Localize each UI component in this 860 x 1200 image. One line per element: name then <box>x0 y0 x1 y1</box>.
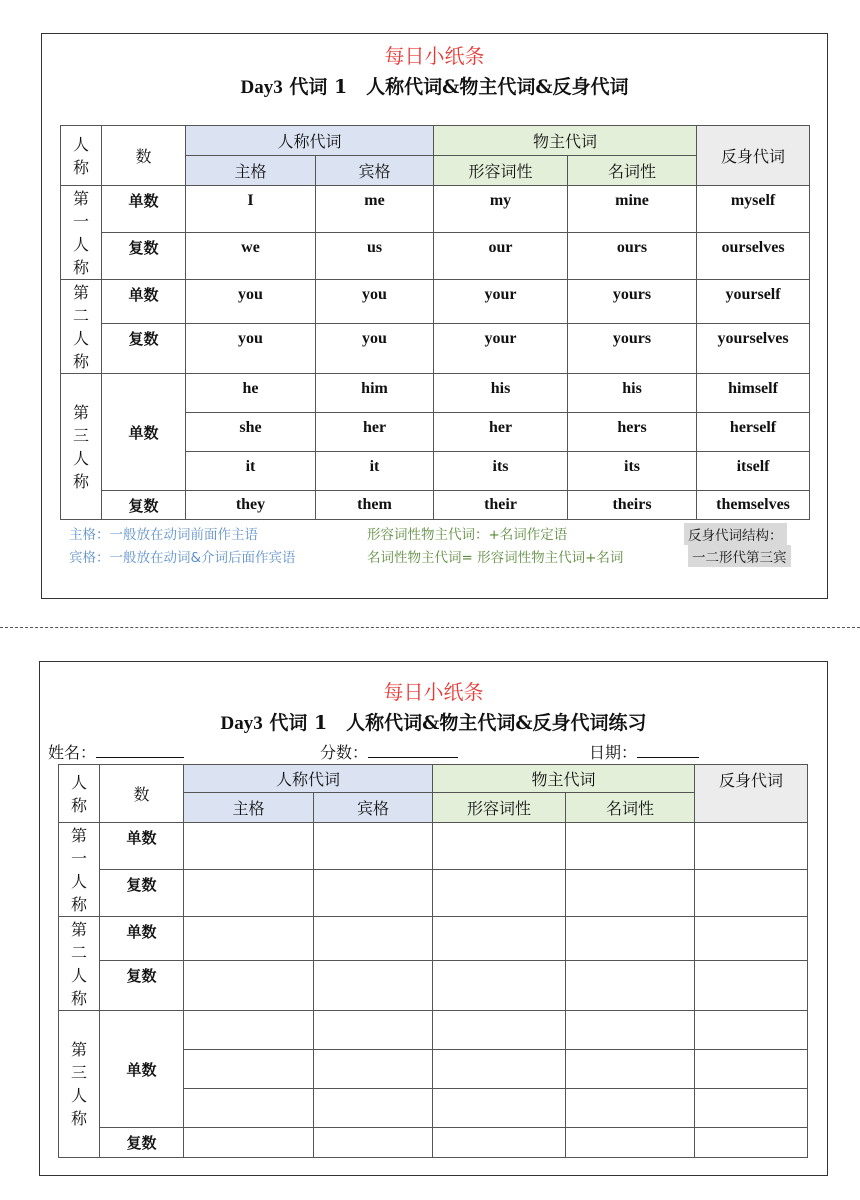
answer-cell[interactable] <box>433 870 566 917</box>
header-possessive: 物主代词 <box>434 126 697 156</box>
answer-cell[interactable] <box>695 961 808 1011</box>
answer-cell[interactable] <box>695 1128 808 1158</box>
cell: their <box>434 491 568 520</box>
answer-cell[interactable] <box>566 870 695 917</box>
cell: yourselves <box>697 324 810 374</box>
answer-cell[interactable] <box>433 1011 566 1050</box>
sheet-title-red: 每日小纸条 <box>384 44 485 68</box>
cell: hers <box>568 413 697 452</box>
answer-cell[interactable] <box>433 1089 566 1128</box>
answer-sheet <box>41 33 828 599</box>
number-singular: 单数 <box>100 823 184 870</box>
answer-cell[interactable] <box>433 917 566 961</box>
answer-cell[interactable] <box>695 1011 808 1050</box>
cell: she <box>186 413 316 452</box>
answer-cell[interactable] <box>184 1050 314 1089</box>
score-label: 分数： <box>320 743 369 762</box>
answer-cell[interactable] <box>184 823 314 870</box>
cell: we <box>186 233 316 280</box>
group-second-person: 第二人称 <box>61 280 102 374</box>
header-object: 宾格 <box>316 156 434 186</box>
group-third-person: 第三人称 <box>59 1011 100 1158</box>
title-text: 代词 1 人称代词&物主代词&反身代词 <box>289 76 629 98</box>
cell: ours <box>568 233 697 280</box>
cell: it <box>316 452 434 491</box>
header-possessive: 物主代词 <box>433 765 695 793</box>
cell: him <box>316 374 434 413</box>
answer-cell[interactable] <box>314 1011 433 1050</box>
answer-cell[interactable] <box>184 917 314 961</box>
header-personal: 人称代词 <box>186 126 434 156</box>
title-day: Day3 <box>220 713 263 734</box>
date-blank[interactable] <box>637 741 699 758</box>
group-third-person: 第三人称 <box>61 374 102 520</box>
cell: my <box>434 186 568 233</box>
answer-cell[interactable] <box>184 1128 314 1158</box>
answer-cell[interactable] <box>314 917 433 961</box>
cell: your <box>434 280 568 324</box>
number-plural: 复数 <box>102 324 186 374</box>
header-adjective: 形容词性 <box>434 156 568 186</box>
sheet-title-main <box>42 72 827 99</box>
name-blank[interactable] <box>96 741 184 758</box>
cell: yours <box>568 280 697 324</box>
cell: you <box>316 324 434 374</box>
pronoun-table <box>60 125 810 520</box>
number-singular: 单数 <box>102 280 186 324</box>
header-subject: 主格 <box>186 156 316 186</box>
cell: us <box>316 233 434 280</box>
answer-cell[interactable] <box>184 870 314 917</box>
cell: her <box>434 413 568 452</box>
answer-cell[interactable] <box>695 917 808 961</box>
answer-cell[interactable] <box>566 1011 695 1050</box>
cell: it <box>186 452 316 491</box>
number-plural: 复数 <box>102 491 186 520</box>
cell: our <box>434 233 568 280</box>
score-field[interactable] <box>320 740 458 763</box>
practice-table <box>58 764 808 1158</box>
answer-cell[interactable] <box>695 1050 808 1089</box>
score-blank[interactable] <box>368 741 458 758</box>
header-person: 人称 <box>59 765 100 823</box>
header-adjective: 形容词性 <box>433 793 566 823</box>
cell: I <box>186 186 316 233</box>
note-object: 宾格：一般放在动词&介词后面作宾语 <box>69 550 296 566</box>
cell: me <box>316 186 434 233</box>
answer-cell[interactable] <box>184 1011 314 1050</box>
cell: you <box>186 280 316 324</box>
header-reflexive: 反身代词 <box>697 126 810 186</box>
answer-cell[interactable] <box>566 1128 695 1158</box>
note-reflexive-rule: 一二形代第三宾 <box>688 545 791 567</box>
cell: yourself <box>697 280 810 324</box>
date-field[interactable] <box>589 740 699 763</box>
answer-cell[interactable] <box>566 823 695 870</box>
answer-cell[interactable] <box>695 870 808 917</box>
sheet-title-red: 每日小纸条 <box>383 680 484 704</box>
number-singular: 单数 <box>100 1011 184 1128</box>
practice-sheet <box>39 661 828 1176</box>
group-first-person: 第一人称 <box>61 186 102 280</box>
title-text: 代词 1 人称代词&物主代词&反身代词练习 <box>269 712 647 734</box>
answer-cell[interactable] <box>695 823 808 870</box>
answer-cell[interactable] <box>314 1089 433 1128</box>
number-singular: 单数 <box>100 917 184 961</box>
answer-cell[interactable] <box>566 1089 695 1128</box>
header-person: 人称 <box>61 126 102 186</box>
answer-cell[interactable] <box>314 961 433 1011</box>
cell: its <box>434 452 568 491</box>
note-subject: 主格：一般放在动词前面作主语 <box>69 527 258 543</box>
sheet-title-main <box>40 708 827 735</box>
cell: theirs <box>568 491 697 520</box>
answer-cell[interactable] <box>566 917 695 961</box>
cell: mine <box>568 186 697 233</box>
cell: itself <box>697 452 810 491</box>
cell: himself <box>697 374 810 413</box>
title-day: Day3 <box>240 77 283 98</box>
cell: they <box>186 491 316 520</box>
cell: her <box>316 413 434 452</box>
answer-cell[interactable] <box>184 961 314 1011</box>
answer-cell[interactable] <box>314 1050 433 1089</box>
number-singular: 单数 <box>102 186 186 233</box>
cell: themselves <box>697 491 810 520</box>
number-plural: 复数 <box>102 233 186 280</box>
number-singular: 单数 <box>102 374 186 491</box>
answer-cell[interactable] <box>566 961 695 1011</box>
answer-cell[interactable] <box>314 823 433 870</box>
number-plural: 复数 <box>100 961 184 1011</box>
cell: them <box>316 491 434 520</box>
cell: you <box>186 324 316 374</box>
answer-cell[interactable] <box>433 1128 566 1158</box>
answer-cell[interactable] <box>314 1128 433 1158</box>
cell: herself <box>697 413 810 452</box>
header-noun: 名词性 <box>566 793 695 823</box>
number-plural: 复数 <box>100 870 184 917</box>
group-second-person: 第二人称 <box>59 917 100 1011</box>
cut-line <box>0 627 860 628</box>
group-first-person: 第一人称 <box>59 823 100 917</box>
answer-cell[interactable] <box>433 961 566 1011</box>
answer-cell[interactable] <box>566 1050 695 1089</box>
answer-cell[interactable] <box>433 823 566 870</box>
note-noun: 名词性物主代词= 形容词性物主代词+名词 <box>367 550 624 566</box>
header-number: 数 <box>100 765 184 823</box>
name-field[interactable] <box>48 740 184 763</box>
cell: you <box>316 280 434 324</box>
cell: he <box>186 374 316 413</box>
name-label: 姓名： <box>48 743 97 762</box>
answer-cell[interactable] <box>433 1050 566 1089</box>
note-reflexive-title: 反身代词结构： <box>684 523 787 545</box>
header-object: 宾格 <box>314 793 433 823</box>
cell: its <box>568 452 697 491</box>
cell: his <box>434 374 568 413</box>
cell: his <box>568 374 697 413</box>
answer-cell[interactable] <box>184 1089 314 1128</box>
header-reflexive: 反身代词 <box>695 765 808 823</box>
cell: myself <box>697 186 810 233</box>
number-plural: 复数 <box>100 1128 184 1158</box>
cell: yours <box>568 324 697 374</box>
date-label: 日期： <box>589 743 638 762</box>
answer-cell[interactable] <box>695 1089 808 1128</box>
note-adjective: 形容词性物主代词：+名词作定语 <box>367 527 568 543</box>
header-noun: 名词性 <box>568 156 697 186</box>
header-personal: 人称代词 <box>184 765 433 793</box>
cell: ourselves <box>697 233 810 280</box>
header-subject: 主格 <box>184 793 314 823</box>
cell: your <box>434 324 568 374</box>
answer-cell[interactable] <box>314 870 433 917</box>
header-number: 数 <box>102 126 186 186</box>
